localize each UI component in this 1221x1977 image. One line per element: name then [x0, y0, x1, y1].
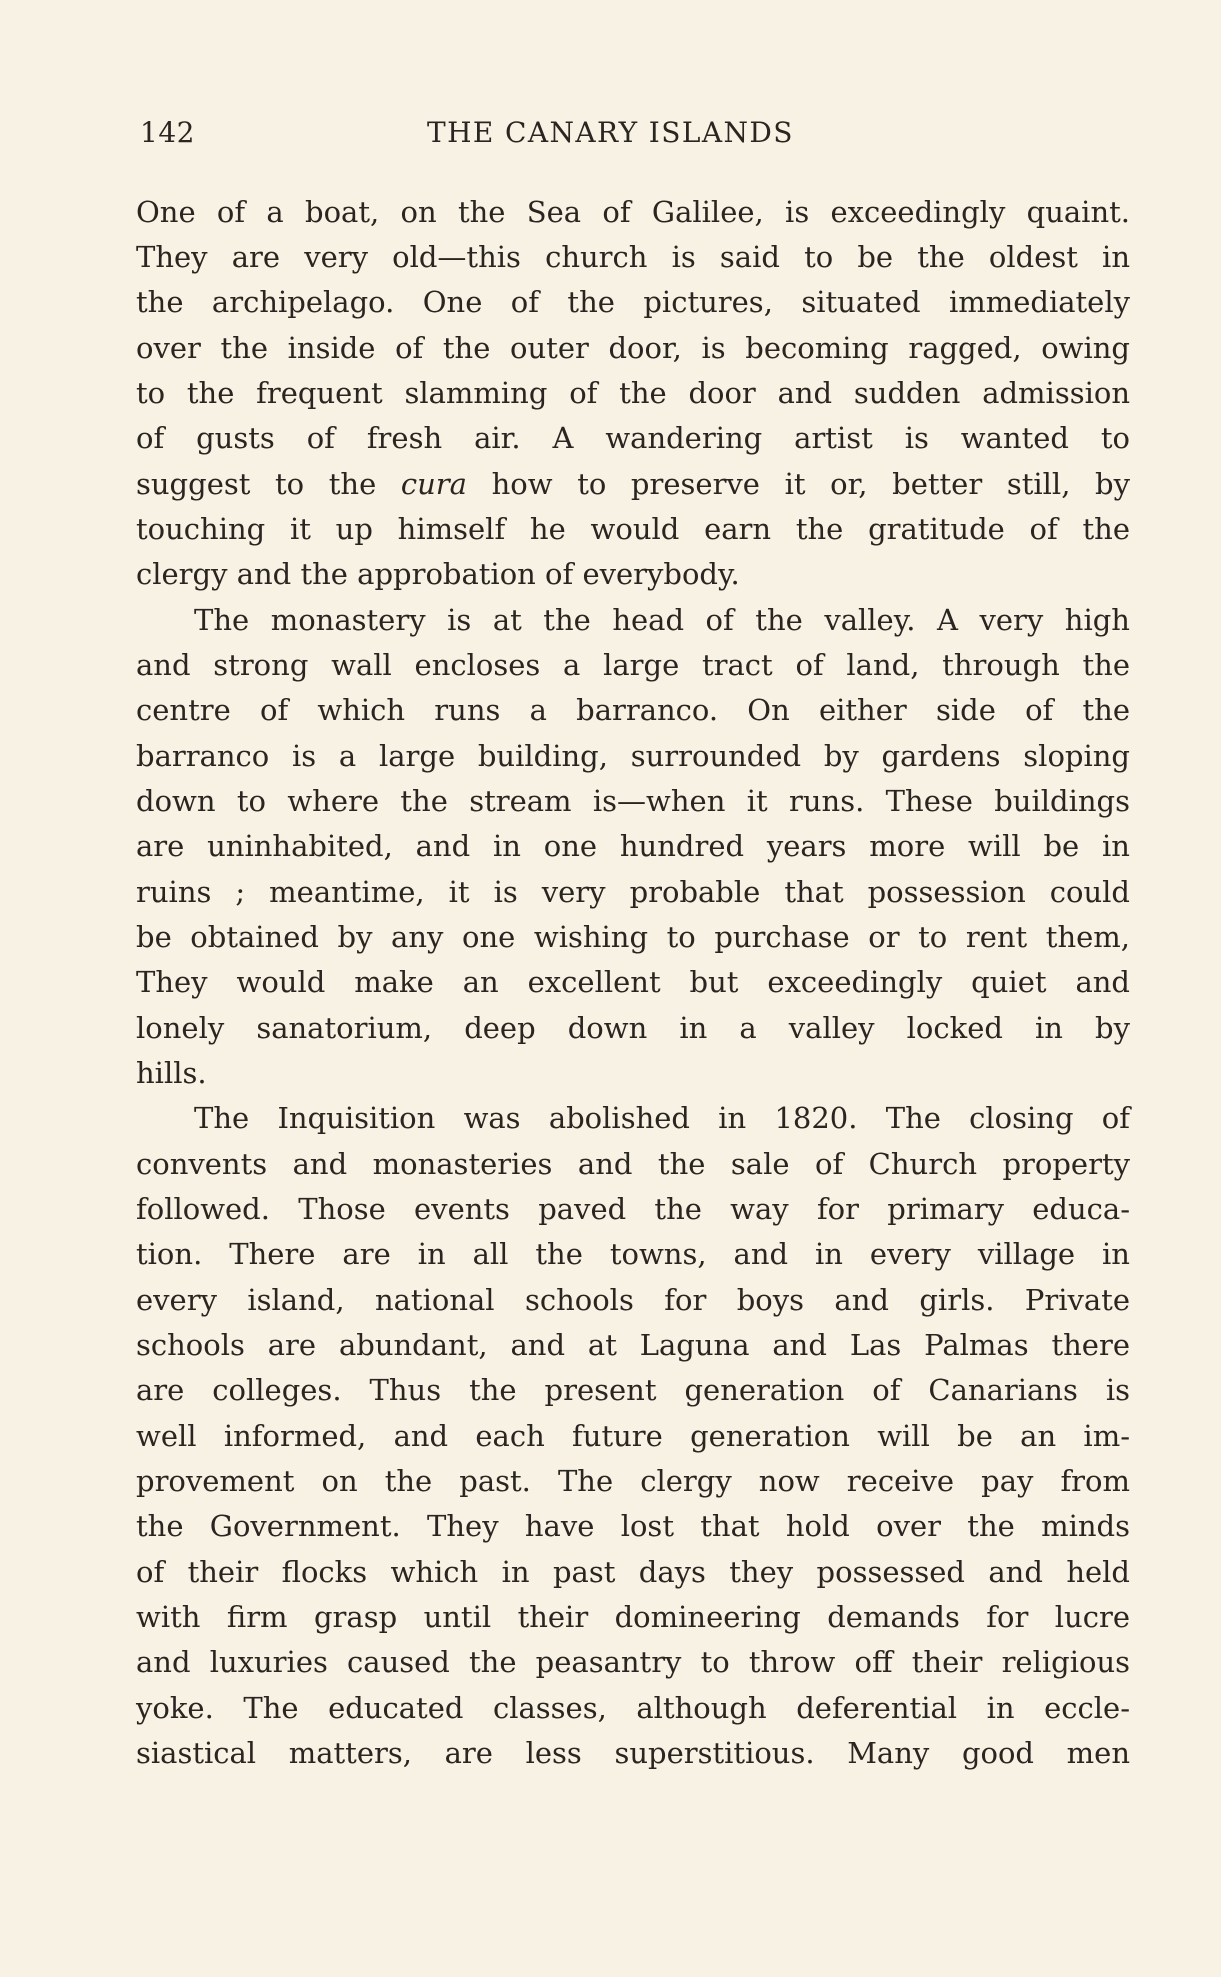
text-line: They would make an excellent but exceedingly quiet and [136, 965, 1130, 999]
text-line: The Inquisition was abolished in 1820. The closing of [194, 1101, 1130, 1135]
text-line: be obtained by any one wishing to purchase or to rent them, [136, 920, 1130, 954]
text-line: convents and monasteries and the sale of Church property [136, 1147, 1130, 1181]
text-line: and luxuries caused the peasantry to throw off their religious [136, 1645, 1130, 1679]
text-line: The monastery is at the head of the valley. A very high [194, 603, 1130, 637]
text-line: touching it up himself he would earn the gratitude of the [136, 512, 1130, 546]
text-line: with firm grasp until their domineering demands for lucre [136, 1600, 1130, 1634]
text-line: One of a boat, on the Sea of Galilee, is exceedingly quaint. [136, 195, 1130, 229]
text-line: to the frequent slamming of the door and sudden admission [136, 376, 1130, 410]
page-number: 142 [140, 116, 195, 149]
text-line: tion. There are in all the towns, and in every village in [136, 1237, 1130, 1271]
text-line: and strong wall encloses a large tract of land, through the [136, 648, 1130, 682]
text-line: hills. [136, 1056, 207, 1090]
text-line: yoke. The educated classes, although deferential in eccle- [136, 1691, 1130, 1725]
running-head: THE CANARY ISLANDS [427, 116, 794, 149]
text-line: followed. Those events paved the way for primary educa- [136, 1192, 1130, 1226]
text-line: centre of which runs a barranco. On either side of the [136, 693, 1130, 727]
text-line: siastical matters, are less superstitious. Many good men [136, 1736, 1130, 1770]
text-line: lonely sanatorium, deep down in a valley locked in by [136, 1011, 1130, 1045]
text-line: provement on the past. The clergy now receive pay from [136, 1464, 1130, 1498]
text-line: over the inside of the outer door, is becoming ragged, owing [136, 331, 1130, 365]
text-line: of their flocks which in past days they possessed and held [136, 1555, 1130, 1589]
text-line: the archipelago. One of the pictures, situated immediately [136, 285, 1130, 319]
text-line: the Government. They have lost that hold over the minds [136, 1509, 1130, 1543]
text-line: clergy and the approbation of everybody. [136, 557, 740, 591]
text-line: well informed, and each future generation will be an im- [136, 1419, 1130, 1453]
text-line: every island, national schools for boys and girls. Private [136, 1283, 1130, 1317]
text-line-with-emphasis: suggest to the cura how to preserve it or, better still, by [136, 467, 1130, 501]
text-line: of gusts of fresh air. A wandering artist is wanted to [136, 421, 1130, 455]
text-line: ruins ; meantime, it is very probable that possession could [136, 875, 1130, 909]
text-line: down to where the stream is—when it runs. These buildings [136, 784, 1130, 818]
page-header [140, 116, 1100, 160]
text-line: They are very old—this church is said to be the oldest in [136, 240, 1130, 274]
text-line: are uninhabited, and in one hundred years more will be in [136, 829, 1130, 863]
emphasized-word: cura [400, 467, 467, 501]
text-line: barranco is a large building, surrounded by gardens sloping [136, 739, 1130, 773]
text-line: schools are abundant, and at Laguna and Las Palmas there [136, 1328, 1130, 1362]
text-line: are colleges. Thus the present generation of Canarians is [136, 1373, 1130, 1407]
